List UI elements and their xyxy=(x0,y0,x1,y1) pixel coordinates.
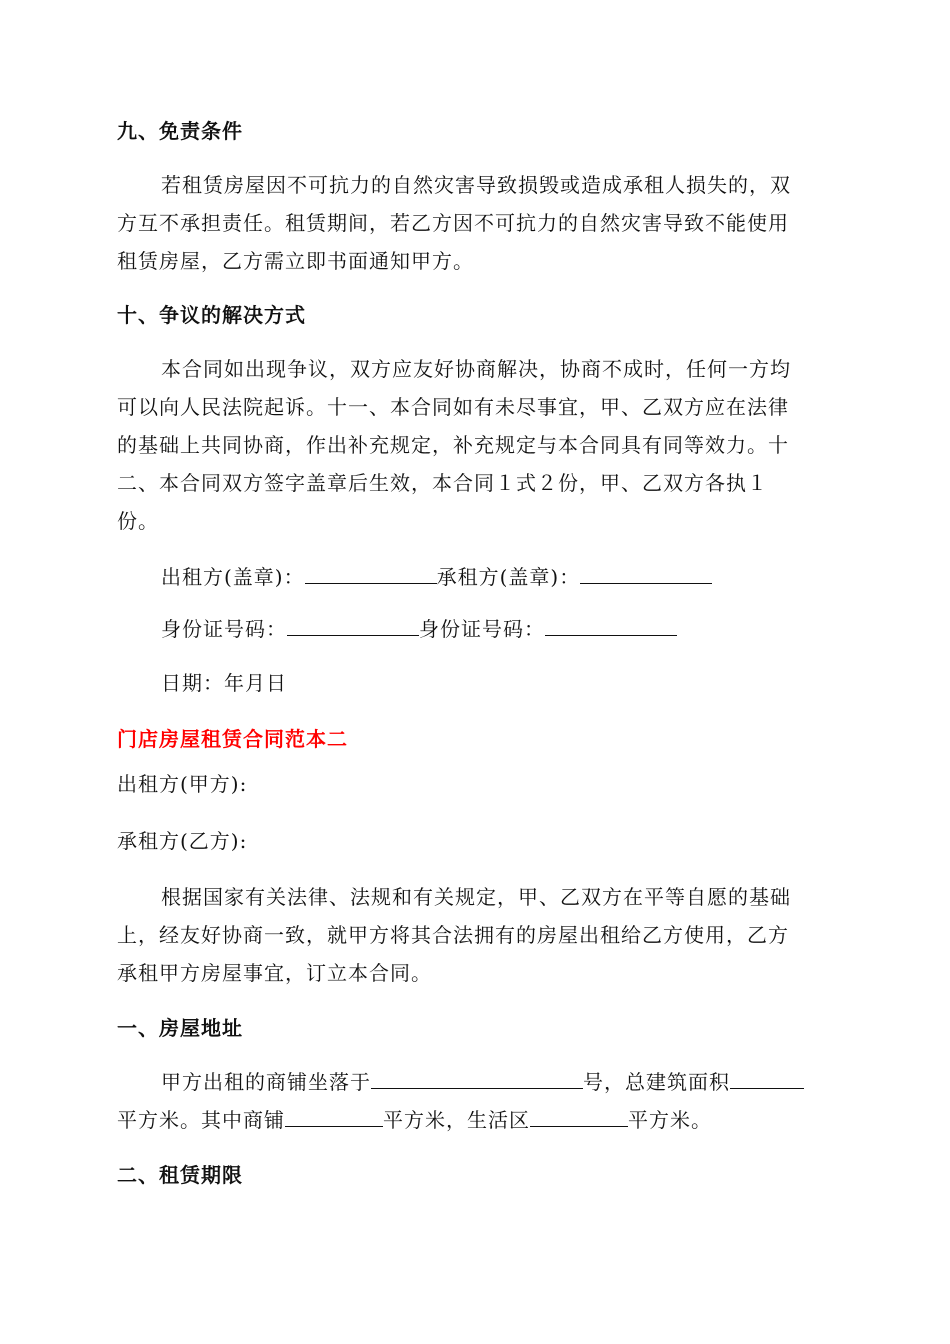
party-a-line: 出租方(甲方): xyxy=(117,772,248,796)
area-text: 平方米。其中商铺 xyxy=(117,1108,285,1132)
paragraph-line: 二、本合同双方签字盖章后生效，本合同１式２份，甲、乙双方各执１ xyxy=(117,471,768,495)
paragraph-line: 的基础上共同协商，作出补充规定，补充规定与本合同具有同等效力。十 xyxy=(117,433,789,457)
paragraph-line: 若租赁房屋因不可抗力的自然灾害导致损毁或造成承租人损失的，双 xyxy=(161,173,791,197)
section-heading-9: 九、免责条件 xyxy=(117,119,243,143)
id-number-label: 身份证号码： xyxy=(161,617,287,641)
area-line xyxy=(117,1107,712,1133)
signature-row xyxy=(161,564,712,590)
address-blank[interactable] xyxy=(371,1070,583,1089)
lessee-seal-label: 承租方(盖章)： xyxy=(436,565,581,589)
id-number-blank[interactable] xyxy=(287,617,419,636)
paragraph-line: 方互不承担责任。租赁期间，若乙方因不可抗力的自然灾害导致不能使用 xyxy=(117,211,789,235)
shop-area-blank[interactable] xyxy=(285,1108,383,1127)
area-text: 平方米。 xyxy=(628,1108,712,1132)
paragraph-line: 根据国家有关法律、法规和有关规定，甲、乙双方在平等自愿的基础 xyxy=(161,885,791,909)
lessor-seal-blank[interactable] xyxy=(305,565,437,584)
address-line xyxy=(161,1069,804,1095)
total-area-blank[interactable] xyxy=(730,1070,804,1089)
id-number-label: 身份证号码： xyxy=(419,617,545,641)
paragraph-line: 上，经友好协商一致，就甲方将其合法拥有的房屋出租给乙方使用，乙方 xyxy=(117,923,789,947)
section-heading-10: 十、争议的解决方式 xyxy=(117,303,306,327)
address-text: 号，总建筑面积 xyxy=(583,1070,730,1094)
paragraph-line: 租赁房屋，乙方需立即书面通知甲方。 xyxy=(117,249,474,273)
section-heading-term: 二、租赁期限 xyxy=(117,1163,243,1187)
living-area-blank[interactable] xyxy=(530,1108,628,1127)
paragraph-line: 承租甲方房屋事宜，订立本合同。 xyxy=(117,961,432,985)
section-heading-address: 一、房屋地址 xyxy=(117,1016,243,1040)
lessee-seal-blank[interactable] xyxy=(580,565,712,584)
lessor-seal-label: 出租方(盖章)： xyxy=(161,565,305,589)
id-number-blank[interactable] xyxy=(545,617,677,636)
paragraph-line: 份。 xyxy=(117,509,159,533)
address-text: 甲方出租的商铺坐落于 xyxy=(161,1070,371,1094)
id-number-row xyxy=(161,616,677,642)
date-line: 日期：年月日 xyxy=(161,671,287,695)
paragraph-line: 本合同如出现争议，双方应友好协商解决，协商不成时，任何一方均 xyxy=(161,357,791,381)
paragraph-line: 可以向人民法院起诉。十一、本合同如有未尽事宜，甲、乙双方应在法律 xyxy=(117,395,789,419)
party-b-line: 承租方(乙方): xyxy=(117,829,248,853)
area-text: 平方米，生活区 xyxy=(383,1108,530,1132)
template-title: 门店房屋租赁合同范本二 xyxy=(117,727,348,751)
